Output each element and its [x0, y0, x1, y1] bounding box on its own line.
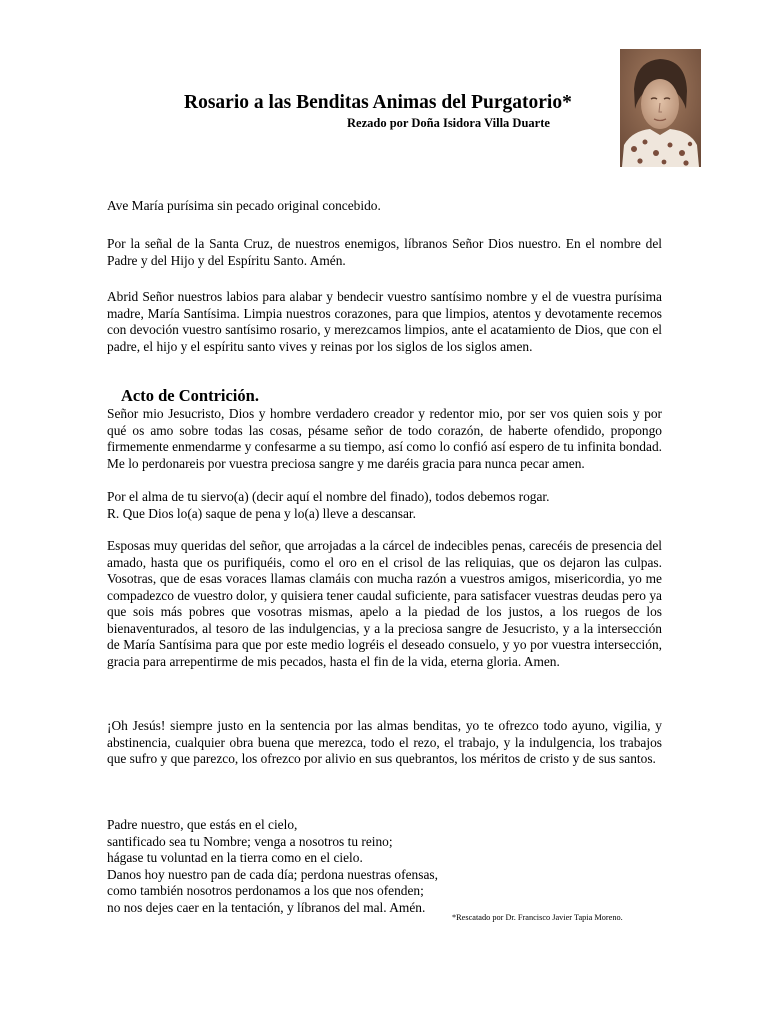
prayer-line: Danos hoy nuestro pan de cada día; perdona nuestras ofensas, — [107, 866, 438, 882]
our-father-prayer — [107, 817, 662, 916]
prayer-line: Padre nuestro, que estás en el cielo, — [107, 817, 298, 832]
petition-line: Por el alma de tu siervo(a) (decir aquí el nombre del finado), todos debemos rogar. — [107, 489, 550, 504]
page-subtitle: Rezado por Doña Isidora Villa Duarte — [347, 116, 550, 130]
paragraph-greeting: Ave María purísima sin pecado original concebido. — [107, 198, 381, 213]
footnote: *Rescatado por Dr. Francisco Javier Tapia Moreno. — [452, 913, 623, 922]
paragraph-act-of-contrition: Señor mio Jesucristo, Dios y hombre verdadero creador y redentor mio, por ser vos quien sois y por qué os amo sobre todas las cosas, pésame señor de todo corazón, de haberte ofendido, propongo firmemente enmendarme y confesarme a su tiempo, así como lo confió así espero de tu infinita bondad. Me lo perdonareis por vuestra preciosa sangre y me daréis gracia para nunca pecar amen. — [107, 406, 662, 471]
prayer-line: como también nosotros perdonamos a los que nos ofenden; — [107, 883, 424, 898]
paragraph-petition — [107, 489, 662, 522]
prayer-line: hágase tu voluntad en la tierra como en el cielo. — [107, 850, 363, 865]
paragraph-oh-jesus: ¡Oh Jesús! siempre justo en la sentencia por las almas benditas, yo te ofrezco todo ayuno, vigilia, y abstinencia, cualquier obra buena que merezca, todo el rezo, el trabajo, y la indulgencia, los trabajos que sufro y que parezco, los ofrezco por alivio en sus quebrantos, los méritos de cristo y de sus santos. — [107, 718, 662, 766]
paragraph-sign-of-cross: Por la señal de la Santa Cruz, de nuestros enemigos, líbranos Señor Dios nuestro. En el nombre del Padre y del Hijo y del Espíritu Santo. Amén. — [107, 236, 662, 268]
paragraph-souls-prayer: Esposas muy queridas del señor, que arrojadas a la cárcel de indecibles penas, carecéis de presencia del amado, hasta que os purifiquéis, como el oro en el crisol de las reliquias, que os dejaron las culpas. Vosotras, que de esas voraces llamas clamáis con mucha razón a vuestros amigos, misericordia, yo me compadezco de vuestro dolor, y quisiera tener caudal suficiente, para satisfacer vuestras deudas pero ya que sois más pobres que vosotras mismas, apelo a la piedad de los justos, a los ruegos de los bienaventurados, al tesoro de las indulgencias, y a la preciosa sangre de Jesucristo, y a la intersección de María Santísima para que por este medio logréis el deseado consuelo, y yo por vuestra intersección, gracia para arrepentirme de mis pecados, hasta el fin de la vida, eterna gloria. Amen. — [107, 538, 662, 669]
portrait-photo — [620, 49, 701, 167]
prayer-line: no nos dejes caer en la tentación, y líbranos del mal. Amén. — [107, 899, 426, 915]
page-title: Rosario a las Benditas Animas del Purgatorio* — [184, 92, 572, 113]
response-line: R. Que Dios lo(a) saque de pena y lo(a) lleve a descansar. — [107, 505, 416, 521]
section-heading-act-of-contrition: Acto de Contrición. — [121, 386, 259, 405]
paragraph-opening-prayer: Abrid Señor nuestros labios para alabar y bendecir vuestro santísimo nombre y el de vuestra purísima madre, María Santísima. Limpia nuestros corazones, para que limpios, atentos y devotamente recemos con devoción vuestro santísimo rosario, y merezcamos limpios, ante el acatamiento de Dios, que con el padre, el hijo y el espíritu santo vives y reinas por los siglos de los siglos amen. — [107, 289, 662, 354]
prayer-line: santificado sea tu Nombre; venga a nosotros tu reino; — [107, 833, 393, 849]
